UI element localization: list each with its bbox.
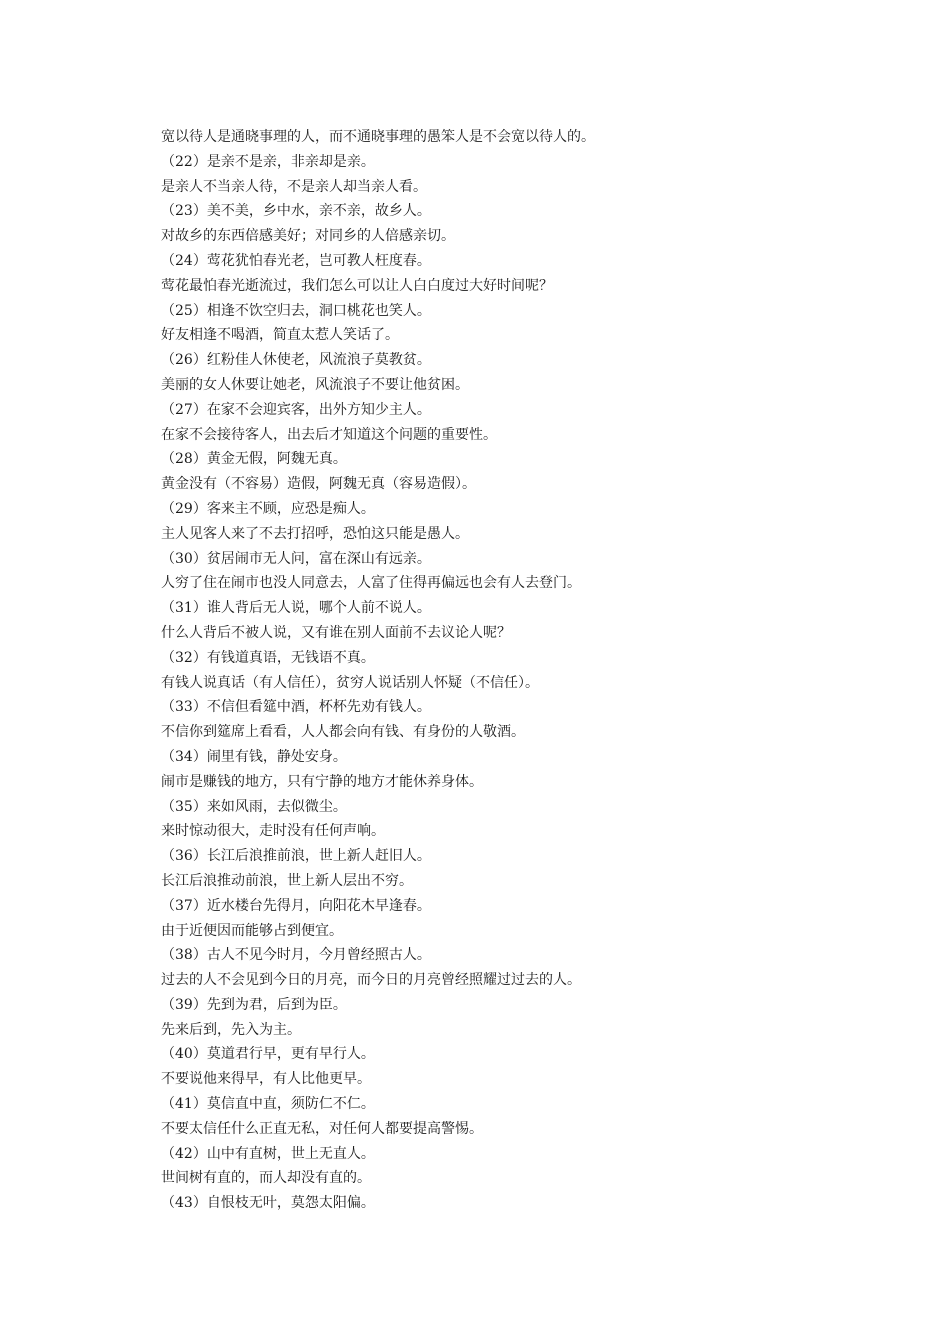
text-line: （39）先到为君，后到为臣。: [161, 996, 347, 1013]
text-line: 是亲人不当亲人待，不是亲人却当亲人看。: [161, 178, 427, 195]
text-line: （40）莫道君行早，更有早行人。: [161, 1046, 375, 1063]
text-line: 对故乡的东西倍感美好；对同乡的人倍感亲切。: [161, 228, 455, 245]
text-line: 黄金没有（不容易）造假，阿魏无真（容易造假）。: [161, 476, 476, 493]
text-line: 有钱人说真话（有人信任），贫穷人说话别人怀疑（不信任）。: [161, 674, 539, 691]
text-line: 美丽的女人休要让她老，风流浪子不要让他贫困。: [161, 376, 469, 393]
text-line: 不要说他来得早，有人比他更早。: [161, 1071, 371, 1088]
text-line: 长江后浪推动前浪，世上新人层出不穷。: [161, 872, 413, 889]
text-line: 什么人背后不被人说，又有谁在别人面前不去议论人呢？: [161, 624, 511, 641]
text-line: （29）客来主不顾，应恐是痴人。: [161, 500, 375, 517]
text-line: （30）贫居闹市无人问，富在深山有远亲。: [161, 550, 431, 567]
text-line: 世间树有直的，而人却没有直的。: [161, 1170, 371, 1187]
text-line: 主人见客人来了不去打招呼，恐怕这只能是愚人。: [161, 525, 469, 542]
text-line: （35）来如风雨，去似微尘。: [161, 798, 347, 815]
text-line: 莺花最怕春光逝流过，我们怎么可以让人白白度过大好时间呢？: [161, 277, 553, 294]
text-line: （36）长江后浪推前浪，世上新人赶旧人。: [161, 848, 431, 865]
text-line: 先来后到，先入为主。: [161, 1021, 301, 1038]
text-line: （31）谁人背后无人说，哪个人前不说人。: [161, 600, 431, 617]
text-line: （38）古人不见今时月，今月曾经照古人。: [161, 947, 431, 964]
text-line: （43）自恨枝无叶，莫怨太阳偏。: [161, 1195, 375, 1212]
text-line: （33）不信但看筵中酒，杯杯先劝有钱人。: [161, 699, 431, 716]
text-line: （32）有钱道真语，无钱语不真。: [161, 649, 375, 666]
text-line: （27）在家不会迎宾客，出外方知少主人。: [161, 401, 431, 418]
text-line: （42）山中有直树，世上无直人。: [161, 1145, 375, 1162]
text-line: 人穷了住在闹市也没人同意去，人富了住得再偏远也会有人去登门。: [161, 575, 581, 592]
text-line: （41）莫信直中直，须防仁不仁。: [161, 1096, 375, 1113]
text-line: （23）美不美，乡中水，亲不亲，故乡人。: [161, 203, 431, 220]
text-body: [161, 125, 881, 1216]
text-line: 宽以待人是通晓事理的人，而不通晓事理的愚笨人是不会宽以待人的。: [161, 129, 595, 145]
text-line: 在家不会接待客人，出去后才知道这个问题的重要性。: [161, 426, 497, 443]
text-line: （26）红粉佳人休使老，风流浪子莫教贫。: [161, 352, 431, 369]
text-line: （28）黄金无假，阿魏无真。: [161, 451, 347, 468]
text-line: （25）相逢不饮空归去，洞口桃花也笑人。: [161, 302, 431, 319]
text-line: 闹市是赚钱的地方，只有宁静的地方才能休养身体。: [161, 773, 483, 790]
text-line: 由于近便因而能够占到便宜。: [161, 922, 343, 939]
text-line: 好友相逢不喝酒，简直太惹人笑话了。: [161, 327, 399, 344]
text-line: 不信你到筵席上看看，人人都会向有钱、有身份的人敬酒。: [161, 724, 525, 741]
text-line: （24）莺花犹怕春光老，岂可教人枉度春。: [161, 252, 431, 269]
text-line: （37）近水楼台先得月，向阳花木早逢春。: [161, 897, 431, 914]
text-line: 来时惊动很大，走时没有任何声响。: [161, 823, 385, 840]
text-line: 过去的人不会见到今日的月亮，而今日的月亮曾经照耀过过去的人。: [161, 972, 581, 989]
text-line: 不要太信任什么正直无私，对任何人都要提高警惕。: [161, 1120, 483, 1137]
text-line: （22）是亲不是亲，非亲却是亲。: [161, 153, 375, 170]
text-line: （34）闹里有钱，静处安身。: [161, 748, 347, 765]
